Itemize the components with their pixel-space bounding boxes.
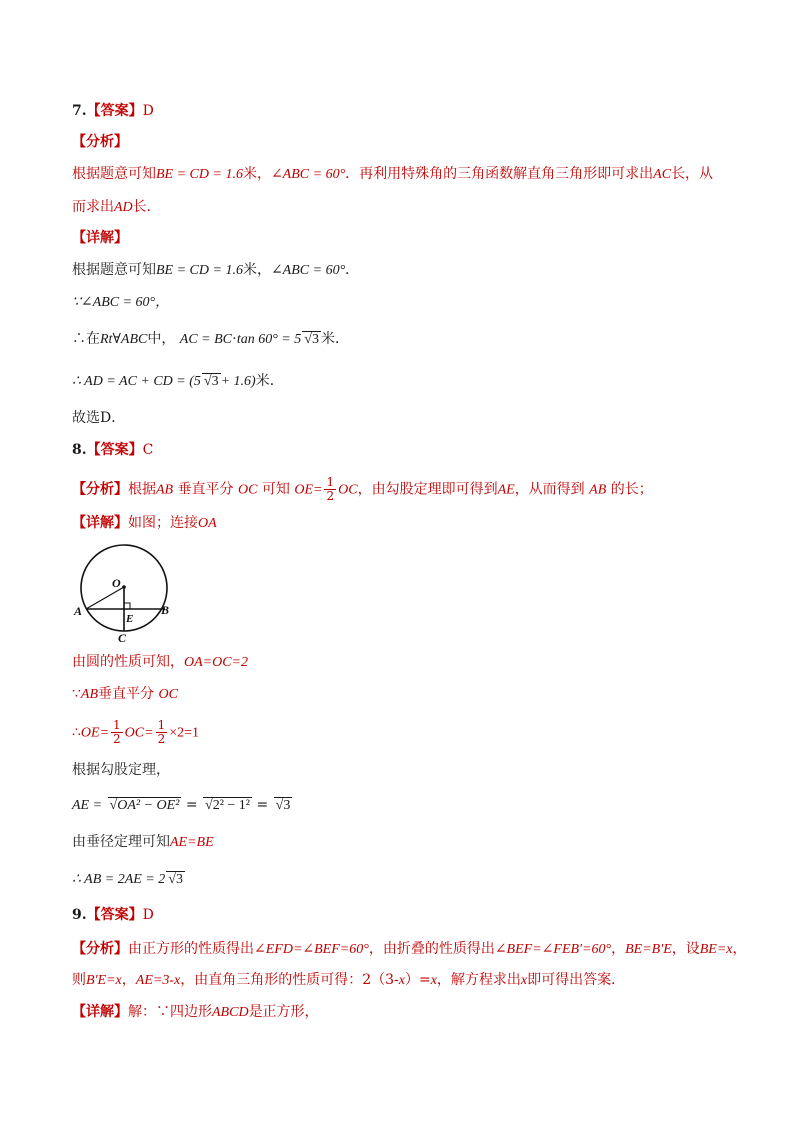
q8-a-math-9: AE [497,482,515,498]
q9-number: 9. [72,907,87,923]
q8-line-1 [72,652,248,673]
q8-answer-line [72,440,153,460]
q8-analysis-tag: 【分析】 [72,481,128,498]
q7-analysis-text-a: 根据题意可知 [72,166,156,182]
q7-detail-line-5: 故选D． [72,410,126,426]
q9-a-text-1: 由正方形的性质得出 [128,941,254,957]
q8-l1-text: 由圆的性质可知， [72,654,184,670]
q8-l1-math: OA=OC=2 [184,655,249,670]
q7-number: 7. [72,103,87,119]
q9-d-text-3: 是正方形， [248,1004,319,1020]
q8-l5-sqrt-content-3: 3 [283,798,291,813]
sqrt-symbol: √3 [203,374,219,389]
q8-a-math-2: AB [156,482,174,498]
q9-analysis-tag: 【分析】 [72,941,128,957]
q9-a-text-3: ，由折叠的性质得出 [368,941,495,957]
q7-detail-line-4 [72,371,284,392]
q7-d4-math-c: + 1.6) [220,374,256,389]
q7-d1-text-c: 米， [242,262,271,278]
q8-l5-math-a: AE = [72,798,103,813]
q7-detail-tag: 【详解】 [72,230,128,246]
q8-l5-equals-2: = [256,797,269,813]
q8-answer-tag: 【答案】 [86,442,143,458]
q7-d4-math-a: ∴ AD = AC + CD = (5 [72,374,201,389]
q8-line-3 [72,719,199,746]
q9-a-math-4: ∠BEF=∠FEB'=60° [494,942,612,957]
fraction-numerator: 1 [113,718,121,732]
q8-l3-math-d: ×2=1 [169,725,200,741]
q8-a-fraction [324,476,336,503]
q9-detail-tag: 【详解】 [72,1004,128,1020]
q9-b-math-10: x [520,973,528,988]
q9-b-math-2: B'E=x [86,973,122,988]
q9-b-math-6: x [398,973,405,988]
q7-analysis2-text-a: 而求出 [72,199,114,215]
q9-b-text-9: ，解方程求出 [436,972,521,988]
sqrt-symbol: √2² − 1² [205,798,250,813]
q8-l2-math-b: AB [80,687,99,702]
q9-answer-tag: 【答案】 [86,907,143,923]
q9-a-math-2: ∠EFD=∠BEF=60° [254,942,369,957]
q7-d3-math-d: AC = BC⋅tan 60° = 5 [179,332,302,347]
q7-answer-tag: 【答案】 [86,103,143,119]
q8-l2-text-c: 垂直平分 [98,686,155,702]
sqrt-symbol: √3 [275,798,291,813]
q7-detail-line-3 [72,329,349,350]
q8-answer: C [142,442,154,458]
q9-answer: D [142,907,154,923]
fraction-denominator: 2 [113,732,121,746]
q8-detail-line [72,513,217,534]
q9-analysis-line-1 [72,939,747,960]
q9-a-math-6: BE=B'E [625,942,672,957]
q7-analysis2-text-c: 长． [132,199,161,215]
q8-analysis-line [72,476,653,503]
q8-line-4: 根据勾股定理， [72,762,170,778]
q9-a-text-5: ， [611,941,626,957]
q8-l5-sqrt-content-2: 2² − 1² [212,798,250,813]
q9-d-text-1: 解：∵四边形 [128,1004,212,1020]
sqrt-symbol: √3 [168,872,183,887]
q8-l5-sqrt-content-1: OA² − OE² [117,798,180,813]
q9-a-math-8: BE=x [699,942,733,957]
fraction-numerator: 1 [157,718,166,732]
q7-analysis-text-e: ．再利用特殊角的三角函数解直角三角形即可求出 [345,166,654,182]
q8-l2-text-a: ∵ [72,686,81,702]
fraction-denominator: 2 [157,732,166,746]
q8-d-math-2: OA [198,516,217,531]
q7-analysis-tag: 【分析】 [72,134,128,150]
q7-d1-math-d: ∠ABC = 60° [270,263,346,278]
q9-b-text-7: ）= [404,972,431,988]
q8-a-text-3: 垂直平分 [177,481,234,498]
q7-d1-text-a: 根据题意可知 [72,262,156,278]
q8-l2-math-d: OC [158,687,178,702]
q9-b-math-8: x [430,973,437,988]
sqrt-symbol: √3 [304,332,319,347]
q7-detail-line-1 [72,260,359,281]
q8-l5-equals-1: = [185,797,198,813]
q8-l3-fraction-1 [111,719,123,746]
q7-analysis-math-d: ∠ABC = 60° [270,167,346,182]
fraction-denominator: 2 [326,489,335,503]
q7-answer-line [72,101,154,121]
q9-detail-line [72,1002,319,1023]
q8-a-math-4: OC [238,482,258,498]
label-c: C [118,631,127,645]
q8-l6-math: AE=BE [170,835,214,850]
q7-analysis2-math-b: AD [114,200,133,215]
q8-a-math-6: OE= [294,482,323,498]
q9-b-math-4: AE=3-x [135,973,181,988]
q7-d4-sqrt-value: 3 [211,374,219,389]
q9-b-text-5: ，由直角三角形的性质可得：2（3- [180,972,399,988]
q7-analysis-text-g: 长，从 [671,166,714,182]
right-angle-mark [124,603,130,609]
q8-l3-math-b: OE= [80,725,110,741]
q7-d4-text-d: 米． [255,373,284,389]
sqrt-symbol: √OA² − OE² [109,798,180,813]
label-b: B [161,603,170,617]
q7-analysis-text-c: 米， [242,166,271,182]
q7-analysis-line-1 [72,164,713,185]
q7-d3-text-a: ∴在 [72,331,100,347]
label-a: A [74,604,83,618]
q9-b-text-11: 即可得出答案． [527,972,626,988]
q9-analysis-line-2 [72,970,625,991]
q8-l3-math-c: OC= [124,725,154,741]
q9-d-math-2: ABCD [212,1005,249,1020]
q8-a-text-5: 可知 [261,481,290,498]
q7-analysis-math-f: AC [653,167,672,182]
fraction-numerator: 1 [326,475,335,489]
q9-b-text-1: 则 [72,972,86,988]
q8-line-5 [72,795,292,816]
q8-a-math-7: OC [338,482,358,498]
circle-figure [70,540,182,646]
q8-a-math-11: AB [589,482,607,498]
q8-line-6 [72,832,214,853]
q7-analysis-line-2 [72,197,161,218]
segment-oa [86,587,124,609]
q7-d3-math-b: Rt∀ABC [100,332,148,347]
q9-answer-line [72,905,154,925]
q7-d1-math-b: BE = CD = 1.6 [156,263,243,278]
q7-d3-sqrt-value: 3 [311,332,319,347]
q8-l3-text-a: ∴ [72,724,81,741]
q7-answer: D [142,103,154,119]
q7-d1-text-e: ． [345,262,360,278]
q9-b-text-3: ， [121,972,136,988]
center-point [122,585,126,589]
q7-d3-text-c: 中， [147,331,176,347]
q7-detail-line-2: ∵∠ABC = 60°， [72,295,170,310]
q8-line-2 [72,684,178,705]
q8-detail-tag: 【详解】 [72,515,128,531]
q8-l3-fraction-2 [156,719,168,746]
q8-a-text-8: ，由勾股定理即可得到 [357,481,498,498]
q8-a-text-12: 的长； [610,481,653,498]
label-e: E [126,613,134,625]
q9-a-text-9: ， [732,941,747,957]
q9-a-text-7: ，设 [671,941,700,957]
q8-l6-text: 由垂径定理可知 [72,834,170,850]
q8-a-text-10: ，从而得到 [514,481,585,498]
q8-line-7 [72,869,185,890]
q8-d-text-1: 如图；连接 [128,515,198,531]
label-o: O [112,576,121,590]
q8-number: 8. [72,442,87,458]
q7-analysis-math-b: BE = CD = 1.6 [156,167,243,182]
q8-l7-sqrt-value: 3 [175,872,183,887]
q8-l7-math-a: ∴ AB = 2AE = 2 [72,872,166,887]
q8-a-text-1: 根据 [128,481,156,498]
q7-d3-text-f: 米． [320,331,349,347]
